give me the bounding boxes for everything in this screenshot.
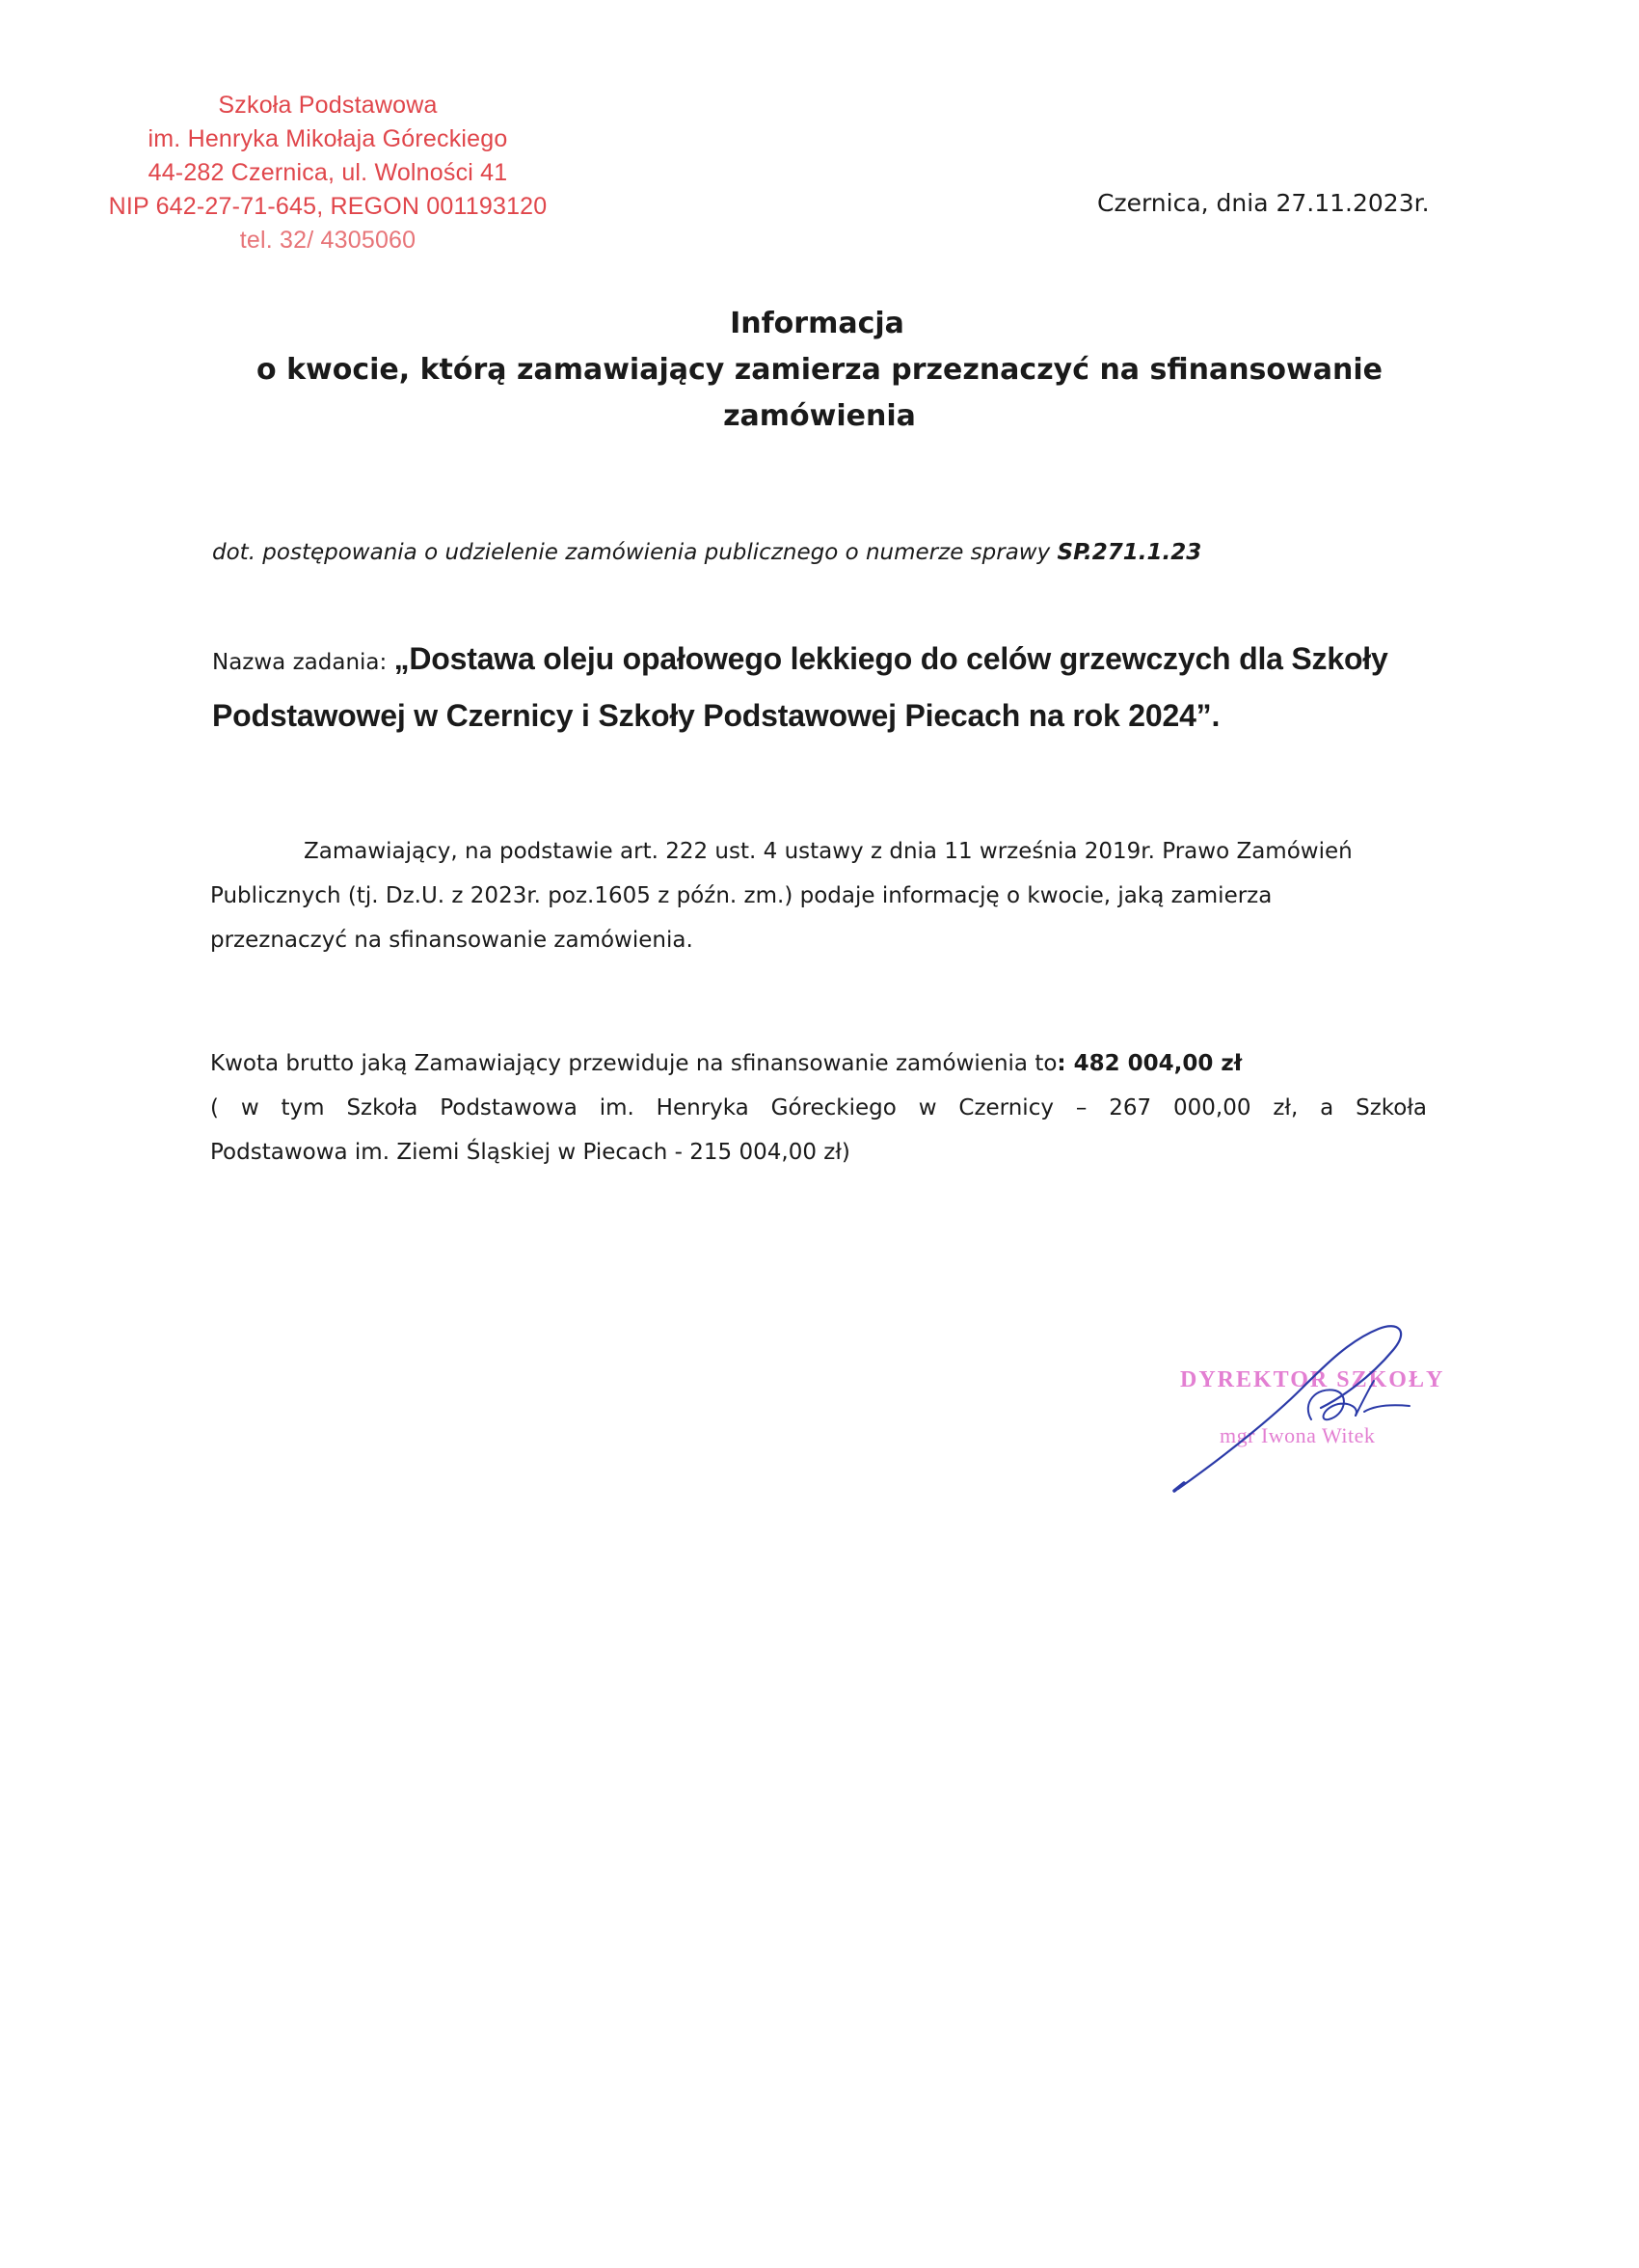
document-title bbox=[0, 301, 1639, 440]
title-line-3: zamówienia bbox=[723, 399, 916, 433]
legal-basis-paragraph bbox=[210, 829, 1427, 962]
stamp-tax-ids: NIP 642-27-71-645, REGON 001193120 bbox=[108, 193, 548, 220]
case-reference bbox=[212, 540, 1201, 565]
stamp-school-name: Szkoła Podstawowa bbox=[218, 92, 438, 119]
task-label: Nazwa zadania: bbox=[212, 650, 394, 675]
stamp-phone: tel. 32/ 4305060 bbox=[239, 227, 416, 254]
handwritten-signature bbox=[1157, 1311, 1475, 1504]
stamp-address: 44-282 Czernica, ul. Wolności 41 bbox=[148, 159, 508, 186]
task-name-line-2: Podstawowej w Czernicy i Szkoły Podstawowej Piecach na rok 2024”. bbox=[212, 698, 1221, 733]
title-line-1: Informacja bbox=[730, 307, 904, 340]
document-date: Czernica, dnia 27.11.2023r. bbox=[1097, 189, 1430, 217]
signature-stamp-title: DYREKTOR SZKOŁY bbox=[1180, 1367, 1445, 1392]
amount-section bbox=[210, 1041, 1427, 1174]
title-line-2: o kwocie, którą zamawiający zamierza przeznaczyć na sfinansowanie bbox=[256, 353, 1383, 387]
paragraph-line-3: przeznaczyć na sfinansowanie zamówienia. bbox=[210, 928, 693, 953]
school-letterhead-stamp bbox=[96, 89, 559, 257]
reference-text: dot. postępowania o udzielenie zamówienia publicznego o numerze sprawy bbox=[212, 540, 1058, 565]
amount-detail-line-1: ( w tym Szkoła Podstawowa im. Henryka Góreckiego w Czernicy – 267 000,00 zł, a Szkoła bbox=[210, 1095, 1427, 1120]
amount-value: : 482 004,00 zł bbox=[1057, 1051, 1243, 1076]
amount-detail-line-2: Podstawowa im. Ziemi Śląskiej w Piecach - 215 004,00 zł) bbox=[210, 1140, 850, 1165]
paragraph-line-2: Publicznych (tj. Dz.U. z 2023r. poz.1605 z późn. zm.) podaje informację o kwocie, jaką zamierza bbox=[210, 883, 1273, 908]
task-name-line-1: „Dostawa oleju opałowego lekkiego do celów grzewczych dla Szkoły bbox=[393, 641, 1388, 676]
stamp-school-patron: im. Henryka Mikołaja Góreckiego bbox=[148, 125, 508, 152]
amount-text: Kwota brutto jaką Zamawiający przewiduje na sfinansowanie zamówienia to bbox=[210, 1051, 1058, 1076]
signature-stamp-name: mgr Iwona Witek bbox=[1220, 1423, 1376, 1447]
case-number: SP.271.1.23 bbox=[1057, 540, 1202, 565]
paragraph-line-1: Zamawiający, na podstawie art. 222 ust. 4 ustawy z dnia 11 września 2019r. Prawo Zamówień bbox=[304, 839, 1353, 864]
director-signature-stamp bbox=[1157, 1311, 1475, 1504]
task-section bbox=[212, 641, 1465, 734]
